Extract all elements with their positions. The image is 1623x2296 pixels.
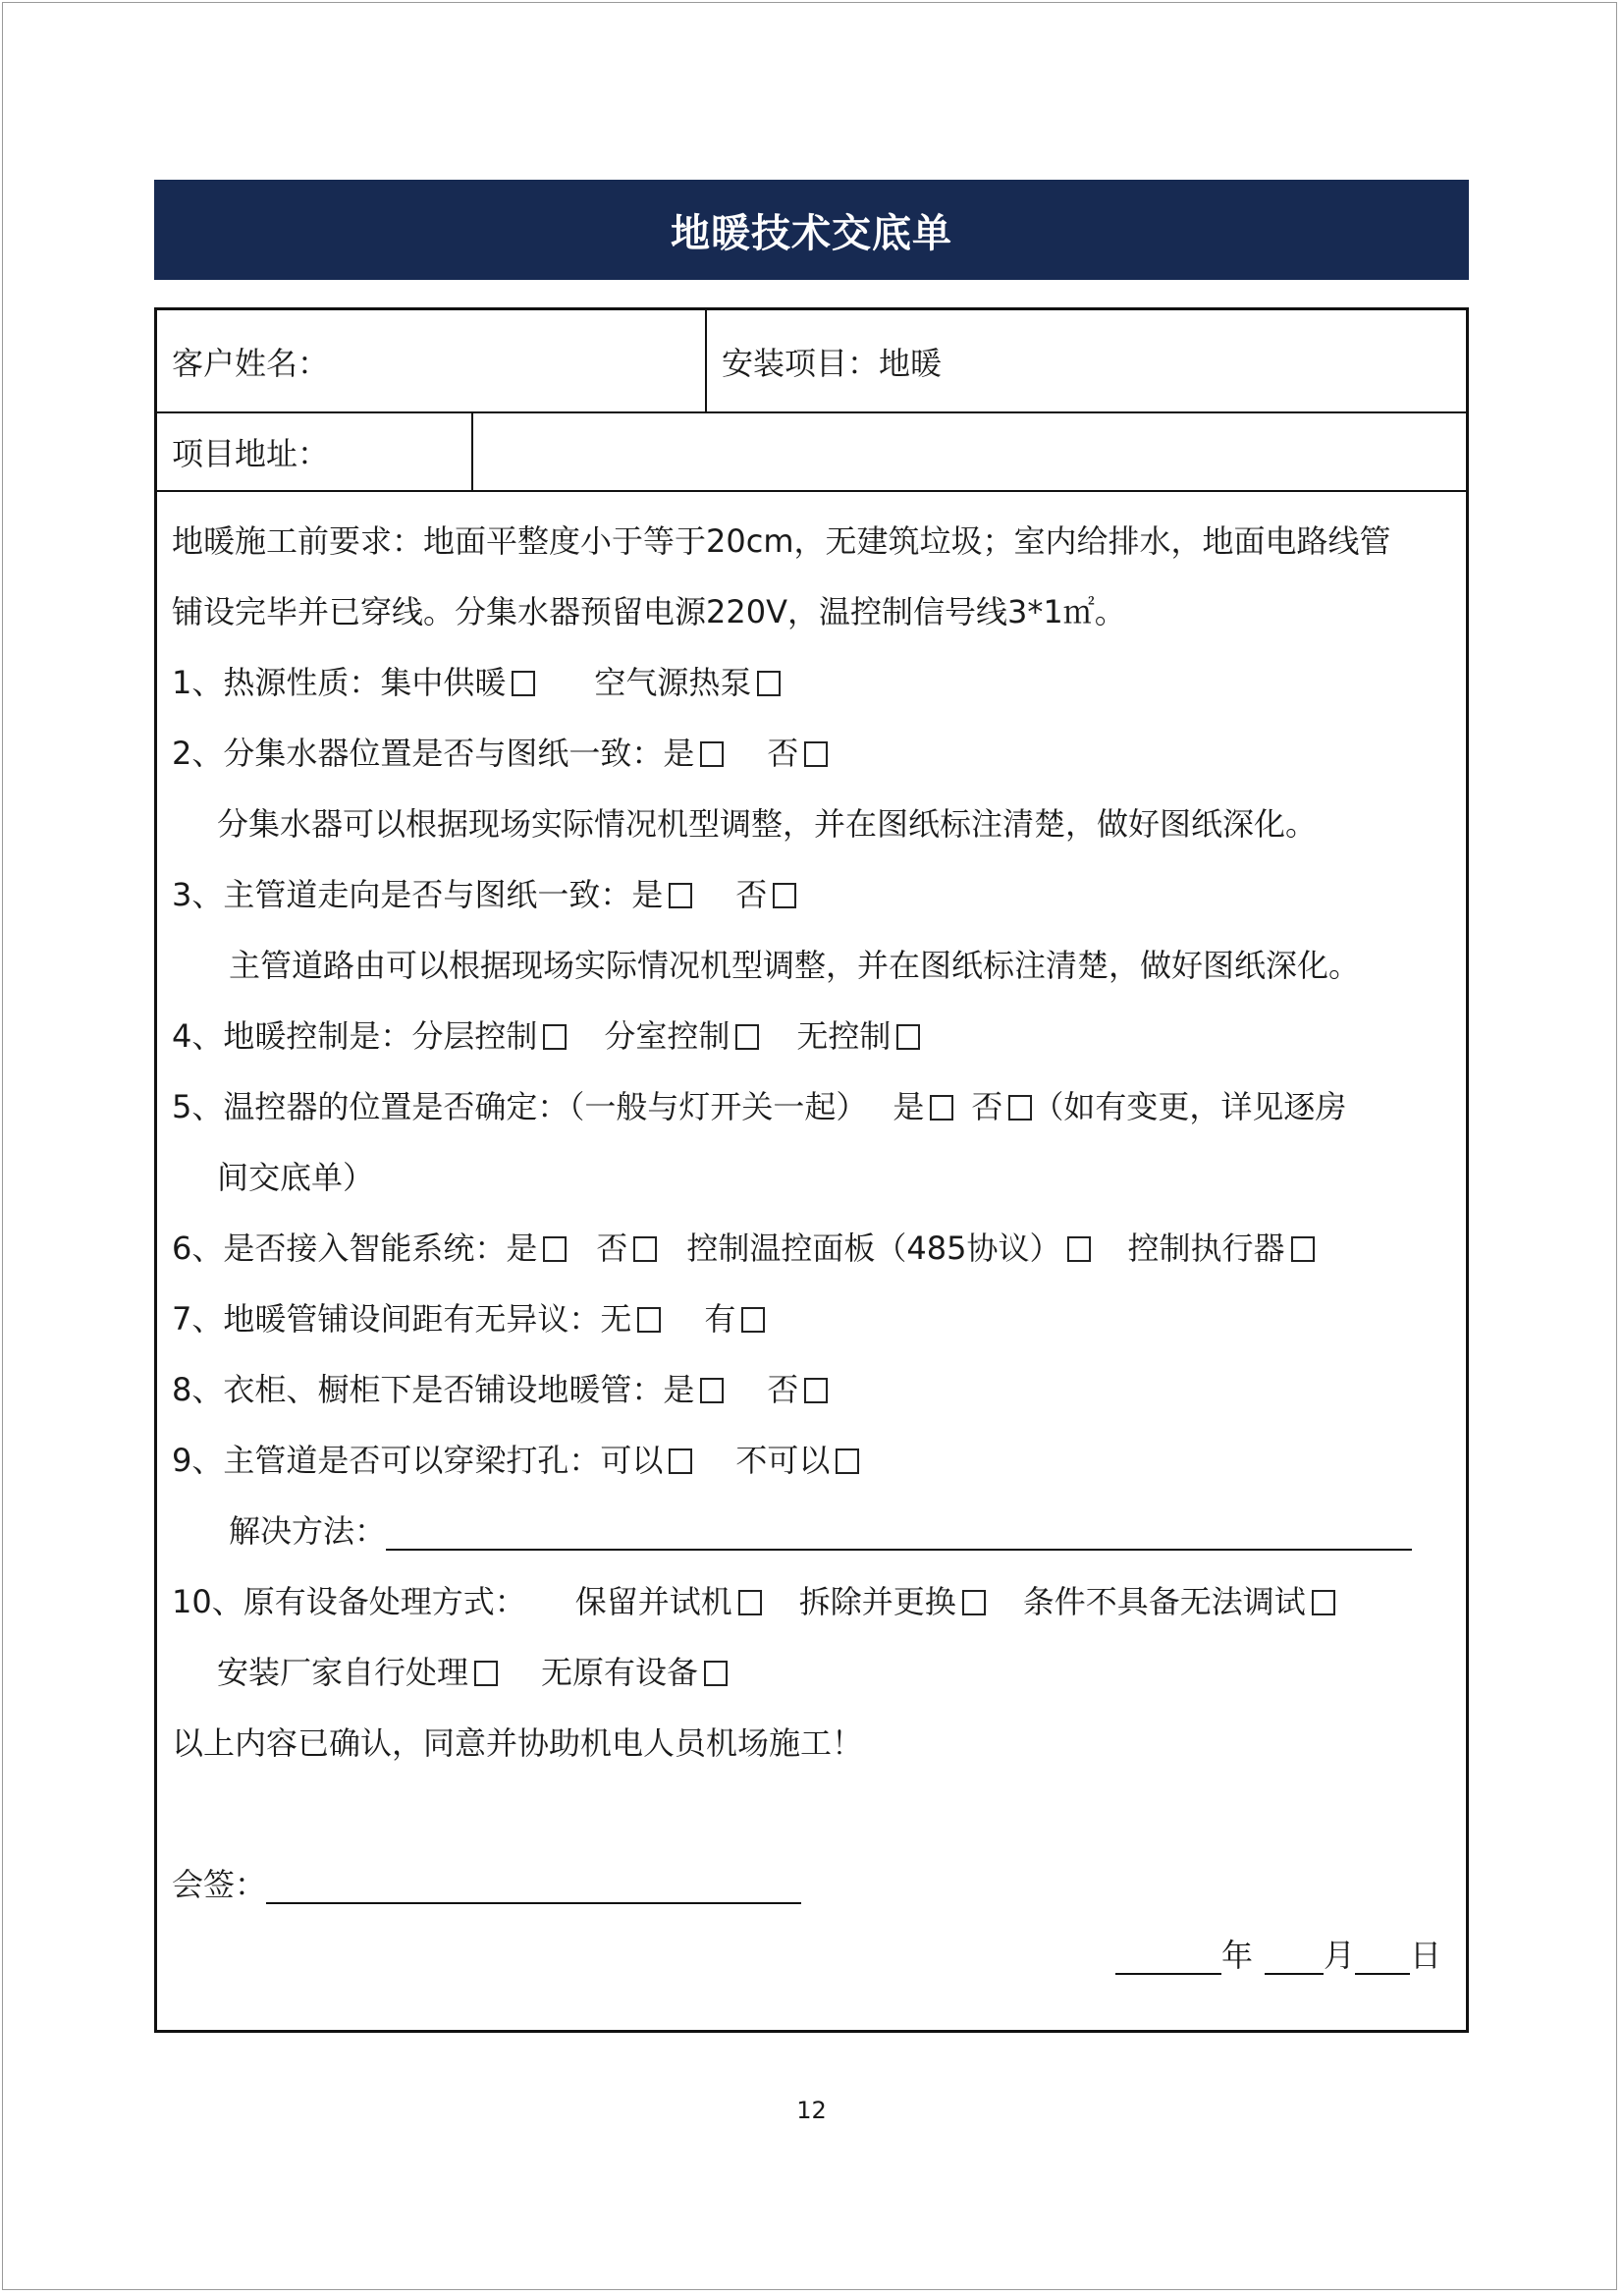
checkbox-thermostat-yes[interactable] xyxy=(930,1095,953,1121)
item-8: 8、衣柜、橱柜下是否铺设地暖管：是 否 xyxy=(172,1370,828,1409)
day-field[interactable] xyxy=(1355,1943,1410,1975)
customer-name-label: 客户姓名： xyxy=(172,344,330,382)
item-5-continued: 间交底单） xyxy=(217,1159,375,1196)
header-row-2 xyxy=(157,413,1466,492)
item-6: 6、是否接入智能系统：是 否 控制温控面板（485协议） 控制执行器 xyxy=(172,1229,1315,1268)
checkbox-smart-yes[interactable] xyxy=(543,1236,567,1262)
checkbox-drill-allowed[interactable] xyxy=(669,1449,692,1474)
checkbox-manifold-yes[interactable] xyxy=(700,741,724,767)
checkbox-thermostat-no[interactable] xyxy=(1008,1095,1032,1121)
requirement-line-2: 铺设完毕并已穿线。分集水器预留电源220V，温控制信号线3*1㎡。 xyxy=(172,593,1126,630)
checkbox-spacing-objection[interactable] xyxy=(741,1307,765,1333)
checkbox-cabinet-yes[interactable] xyxy=(700,1378,724,1403)
item-3: 3、主管道走向是否与图纸一致：是 否 xyxy=(172,875,796,914)
item-3-note: 主管道路由可以根据现场实际情况机型调整，并在图纸标注清楚，做好图纸深化。 xyxy=(229,947,1361,984)
checkbox-main-pipe-no[interactable] xyxy=(773,883,796,908)
page-title: 地暖技术交底单 xyxy=(154,180,1469,280)
checkbox-manufacturer-handles[interactable] xyxy=(474,1661,498,1686)
checkbox-main-pipe-yes[interactable] xyxy=(669,883,692,908)
checkbox-room-control[interactable] xyxy=(735,1024,759,1050)
checkbox-keep-and-test[interactable] xyxy=(738,1590,762,1615)
customer-name-cell[interactable] xyxy=(157,310,707,411)
checkbox-remove-and-replace[interactable] xyxy=(962,1590,986,1615)
checkbox-cannot-debug[interactable] xyxy=(1312,1590,1335,1615)
date-row: 年 月 日 xyxy=(1115,1936,1441,1975)
item-2: 2、分集水器位置是否与图纸一致：是 否 xyxy=(172,734,828,773)
month-field[interactable] xyxy=(1265,1943,1324,1975)
item-9: 9、主管道是否可以穿梁打孔：可以 不可以 xyxy=(172,1441,859,1480)
form-table xyxy=(154,307,1469,2033)
checkbox-smart-no[interactable] xyxy=(633,1236,657,1262)
year-field[interactable] xyxy=(1115,1943,1221,1975)
item-5: 5、温控器的位置是否确定：（一般与灯开关一起） 是 否 （如有变更，详见逐房 xyxy=(172,1088,1347,1125)
confirm-statement: 以上内容已确认，同意并协助机电人员机场施工！ xyxy=(172,1724,864,1762)
item-1: 1、热源性质：集中供暖 空气源热泵 xyxy=(172,663,781,702)
checkbox-spacing-none[interactable] xyxy=(637,1307,661,1333)
item-4: 4、地暖控制是：分层控制 分室控制 无控制 xyxy=(172,1016,920,1056)
requirement-line-1: 地暖施工前要求：地面平整度小于等于20cm，无建筑垃圾；室内给排水，地面电路线管 xyxy=(172,522,1391,560)
item-10-continued: 安装厂家自行处理 无原有设备 xyxy=(217,1653,728,1692)
checkbox-air-source-heat-pump[interactable] xyxy=(757,671,781,696)
checkbox-no-existing-equipment[interactable] xyxy=(704,1661,728,1686)
solution-input-line[interactable] xyxy=(386,1519,1412,1551)
item-10: 10、原有设备处理方式： 保留并试机 拆除并更换 条件不具备无法调试 xyxy=(172,1582,1335,1621)
project-address-label: 项目地址： xyxy=(172,435,330,472)
signature-line[interactable] xyxy=(266,1873,801,1904)
install-project-label: 安装项目：地暖 xyxy=(722,344,943,382)
project-address-label-cell xyxy=(157,413,473,490)
checkbox-manifold-no[interactable] xyxy=(804,741,828,767)
checkbox-cabinet-no[interactable] xyxy=(804,1378,828,1403)
item-7: 7、地暖管铺设间距有无异议：无 有 xyxy=(172,1299,765,1339)
checkbox-actuator[interactable] xyxy=(1291,1236,1315,1262)
item-9-solution: 解决方法： xyxy=(229,1511,1412,1551)
install-project-cell[interactable] xyxy=(707,310,1466,411)
signature-row: 会签： xyxy=(172,1865,801,1904)
checkbox-floor-control[interactable] xyxy=(543,1024,567,1050)
checkbox-no-control[interactable] xyxy=(896,1024,920,1050)
page-number: 12 xyxy=(796,2097,827,2124)
checkbox-thermostat-panel[interactable] xyxy=(1067,1236,1091,1262)
item-2-note: 分集水器可以根据现场实际情况机型调整，并在图纸标注清楚，做好图纸深化。 xyxy=(217,805,1318,843)
project-address-field[interactable] xyxy=(473,413,1466,490)
checkbox-drill-not-allowed[interactable] xyxy=(836,1449,859,1474)
header-row-1 xyxy=(157,310,1466,413)
checkbox-central-heating[interactable] xyxy=(512,671,535,696)
